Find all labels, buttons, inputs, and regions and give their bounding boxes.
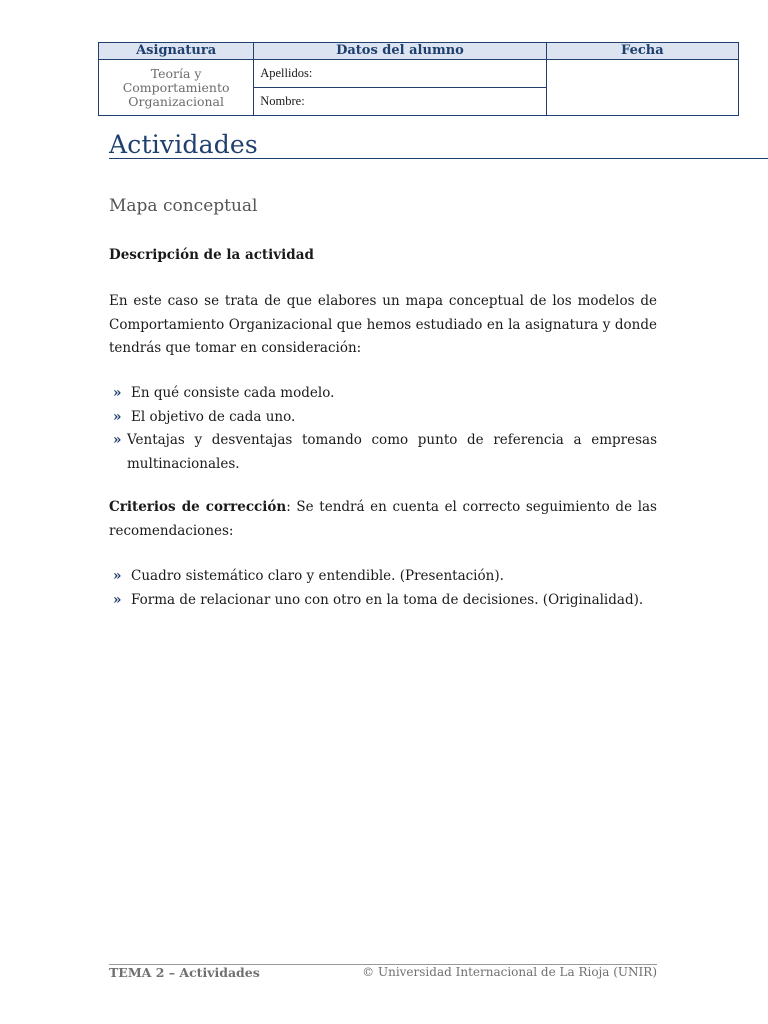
list-item — [109, 589, 657, 613]
criteria-list — [109, 565, 657, 612]
date-field[interactable] — [546, 60, 738, 116]
bullet-icon: » — [113, 432, 122, 448]
bullet-icon: » — [113, 408, 122, 425]
column-header-student: Datos del alumno — [254, 43, 546, 60]
column-header-subject: Asignatura — [99, 43, 254, 60]
list-item-text: Forma de relacionar uno con otro en la toma de decisiones. (Originalidad). — [131, 591, 644, 608]
description-heading: Descripción de la actividad — [109, 247, 314, 263]
list-item-text: El objetivo de cada uno. — [131, 408, 296, 425]
bullet-icon: » — [113, 591, 122, 608]
bullet-icon: » — [113, 385, 122, 401]
activity-subtitle: Mapa conceptual — [109, 196, 258, 216]
list-item-text: En qué consiste cada modelo. — [131, 385, 335, 401]
criteria-paragraph — [109, 496, 657, 543]
intro-paragraph: En este caso se trata de que elabores un mapa conceptual de los modelos de Comportamiento Organizacional que hemos estudiado en la asignatura y donde tendrás que tomar en consideración: — [109, 293, 657, 356]
footer-copyright: © Universidad Internacional de La Rioja (UNIR) — [362, 965, 657, 979]
list-item — [109, 429, 657, 476]
list-item — [109, 565, 657, 589]
subject-name: Teoría y Comportamiento Organizacional — [99, 60, 254, 116]
criteria-label: Criterios de corrección — [109, 499, 287, 515]
footer-topic: TEMA 2 – Actividades — [109, 965, 260, 980]
list-item — [109, 406, 657, 430]
list-item — [109, 382, 657, 406]
title-divider — [109, 158, 768, 159]
column-header-date: Fecha — [546, 43, 738, 60]
name-field[interactable]: Nombre: — [254, 88, 546, 116]
header-table — [98, 42, 739, 116]
criteria-text: : Se tendrá en cuenta el correcto seguimiento de las recomendaciones: — [109, 499, 657, 539]
bullet-icon: » — [113, 568, 122, 584]
page-title: Actividades — [109, 130, 258, 159]
list-item-text: Ventajas y desventajas tomando como punto de referencia a empresas multinacionales. — [127, 432, 657, 472]
list-item-text: Cuadro sistemático claro y entendible. (Presentación). — [131, 568, 504, 584]
surname-field[interactable]: Apellidos: — [254, 60, 546, 88]
considerations-list — [109, 382, 657, 476]
